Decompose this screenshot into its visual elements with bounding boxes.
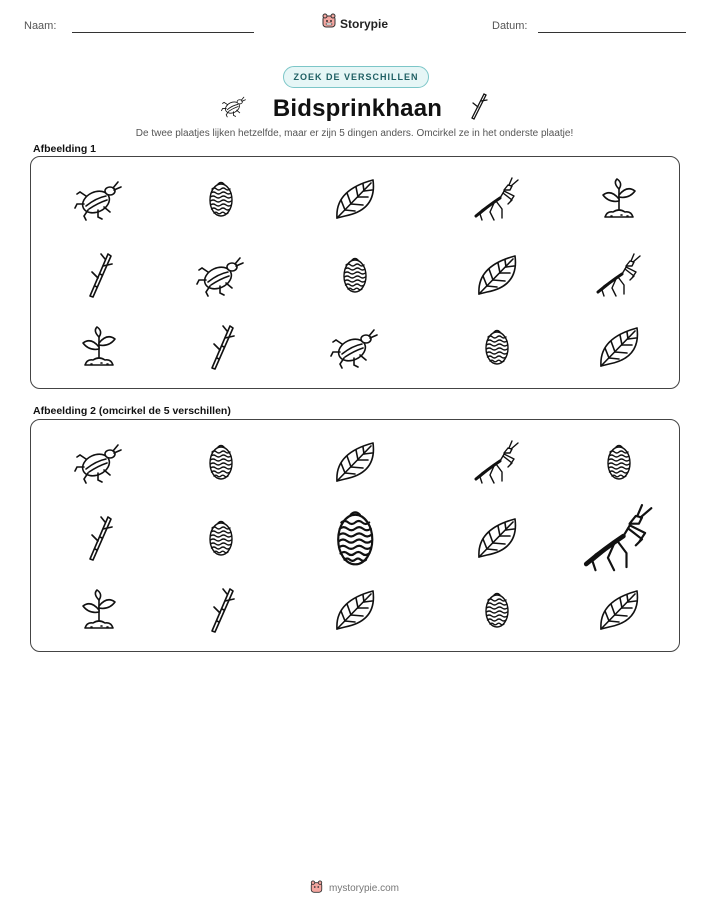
leaf-icon[interactable] (333, 439, 377, 485)
pinecone-icon[interactable] (332, 507, 379, 569)
brand-logo (322, 13, 388, 34)
pinecone-icon[interactable] (206, 518, 236, 558)
pinecone-icon[interactable] (482, 590, 512, 630)
instructions: De twee plaatjes lijken hetzelfde, maar er zijn 5 dingen anders. Omcirkel ze in het onderste plaatje! (135, 128, 574, 139)
pinecone-icon[interactable] (482, 327, 512, 367)
leaf-icon[interactable] (475, 515, 519, 561)
footer-url: mystorypie.com (328, 883, 399, 894)
picture2-panel (30, 419, 680, 652)
title-row (0, 92, 709, 125)
footer (0, 880, 709, 897)
pinecone-icon[interactable] (340, 255, 370, 295)
leaf-icon[interactable] (475, 252, 519, 298)
pinecone-icon[interactable] (604, 442, 634, 482)
twig-icon[interactable] (84, 250, 114, 300)
pinecone-icon[interactable] (206, 442, 236, 482)
beetle-icon[interactable] (74, 439, 124, 485)
leaf-icon[interactable] (333, 587, 377, 633)
picture1-label: Afbeelding 1 (33, 143, 97, 155)
mantis-icon[interactable] (594, 252, 644, 298)
sprout-icon[interactable] (599, 177, 639, 221)
beetle-icon[interactable] (74, 176, 124, 222)
sprout-icon[interactable] (79, 588, 119, 632)
twig-icon[interactable] (206, 322, 236, 372)
date-label: Datum: (492, 20, 528, 32)
name-label: Naam: (24, 20, 57, 32)
leaf-icon[interactable] (333, 176, 377, 222)
twig-icon[interactable] (206, 585, 236, 635)
twig-icon[interactable] (84, 513, 114, 563)
leaf-icon[interactable] (597, 324, 641, 370)
sprout-icon[interactable] (79, 325, 119, 369)
mantis-icon[interactable] (472, 439, 522, 485)
mantis-icon[interactable] (472, 176, 522, 222)
twig-icon (468, 92, 488, 125)
mantis-icon[interactable] (580, 502, 658, 573)
pinecone-icon[interactable] (206, 179, 236, 219)
storypie-mascot-icon (310, 880, 323, 897)
beetle-icon[interactable] (330, 324, 380, 370)
beetle-icon (221, 94, 247, 123)
leaf-icon[interactable] (597, 587, 641, 633)
picture2-label: Afbeelding 2 (omcirkel de 5 verschillen) (33, 405, 231, 417)
name-line (72, 32, 254, 33)
page-title: Bidsprinkhaan (272, 94, 443, 122)
picture1-panel (30, 156, 680, 389)
beetle-icon[interactable] (196, 252, 246, 298)
date-line (538, 32, 686, 33)
brand-name: Storypie (340, 16, 389, 31)
activity-badge: ZOEK DE VERSCHILLEN (283, 66, 429, 88)
storypie-mascot-icon (322, 13, 336, 34)
